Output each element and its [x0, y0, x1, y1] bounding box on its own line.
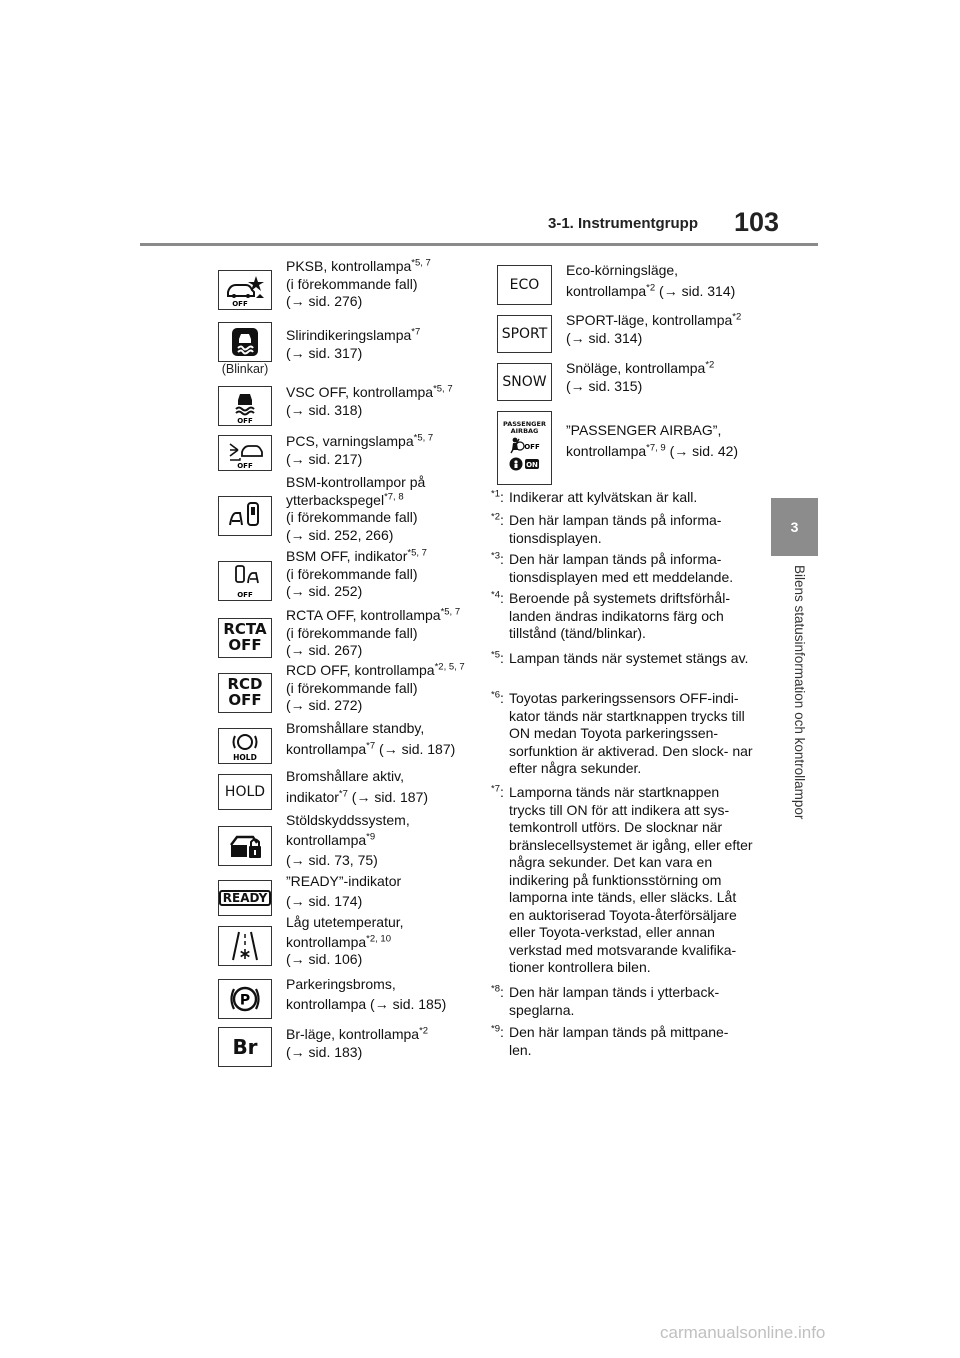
- parking-brake-description: Parkeringsbroms, kontrollampa (→ sid. 185): [286, 976, 447, 1012]
- low-temperature-icon: [218, 926, 272, 966]
- pcs-warning-icon: [218, 435, 272, 471]
- footnote-7: $^{*7}$: Lamporna tänds när startknappen trycks till ON för att indikera att sys- temkontroll utförs. De slocknar när bränslecellsystemet är igång, eller efter några sekunder. Det kan vara en indikering på funktionsstörning om lamporna inte tänds, eller släcks. Låt en auktoriserad Toyota-återförsäljare eller Toyota-verkstad, eller annan verkstad med motsvarande kvalifika- tioner kontrollera bilen.: [491, 783, 753, 975]
- section-title: 3-1. Instrumentgrupp: [548, 215, 699, 232]
- rcta-off-description: RCTA OFF, kontrollampa$^{*5, 7}$ (i förekommande fall) (→ sid. 267): [286, 606, 461, 658]
- parking-brake-icon: [218, 979, 272, 1019]
- rcd-off-description: RCD OFF, kontrollampa$^{*2, 5, 7}$ (i förekommande fall) (→ sid. 272): [286, 661, 465, 713]
- pksb-off-icon: [218, 270, 272, 310]
- eco-mode-icon: ECO: [497, 265, 552, 305]
- bsm-off-icon: [218, 561, 272, 601]
- ready-indicator-icon: [218, 880, 272, 916]
- bsm-mirror-icon: [218, 496, 272, 536]
- chapter-title: Bilens statusinformation och kontrollampor: [792, 565, 807, 820]
- brake-hold-standby-icon: [218, 728, 272, 764]
- vsc-off-description: VSC OFF, kontrollampa$^{*5, 7}$ (→ sid. 318): [286, 383, 453, 418]
- svg-text:HOLD: HOLD: [233, 753, 257, 762]
- svg-text:OFF: OFF: [237, 591, 253, 599]
- br-mode-description: Br-läge, kontrollampa$^{*2}$ (→ sid. 183): [286, 1025, 429, 1060]
- ready-frame: READY: [219, 890, 272, 907]
- hold-standby-description: Bromshållare standby, kontrollampa$^{*7}$ (→ sid. 187): [286, 720, 456, 757]
- svg-text:OFF: OFF: [237, 462, 253, 470]
- security-description: Stöldskyddssystem, kontrollampa$^{*9}$ (→ sid. 73, 75): [286, 812, 410, 868]
- security-system-icon: [218, 826, 272, 866]
- passenger-airbag-icon: PASSENGER AIRBAG OFF ON: [497, 411, 552, 485]
- hold-active-description: Bromshållare aktiv, indikator$^{*7}$ (→ sid. 187): [286, 768, 429, 805]
- footnote-4: $^{*4}$: Beroende på systemets driftsförhål- landen ändras indikatorns färg och tillstånd (tänd/blinkar).: [491, 589, 730, 641]
- slip-indicator-icon: [218, 322, 272, 362]
- sport-mode-icon: SPORT: [497, 315, 552, 353]
- pksb-description: PKSB, kontrollampa$^{*5, 7}$ (i förekommande fall) (→ sid. 276): [286, 257, 431, 309]
- slip-description: Slirindikeringslampa$^{*7}$ (→ sid. 317): [286, 326, 421, 361]
- svg-text:OFF: OFF: [237, 417, 253, 424]
- pcs-description: PCS, varningslampa$^{*5, 7}$ (→ sid. 217): [286, 432, 434, 467]
- blink-caption: (Blinkar): [221, 362, 269, 376]
- bsm-off-description: BSM OFF, indikator$^{*5, 7}$ (i förekommande fall) (→ sid. 252): [286, 547, 427, 599]
- snow-mode-icon: SNOW: [497, 363, 552, 401]
- svg-text:ON: ON: [525, 460, 538, 469]
- rcd-off-icon: RCD OFF: [218, 673, 272, 713]
- page-number: 103: [734, 207, 780, 237]
- bsm-description: BSM-kontrollampor på ytterbackspegel$^{*7, 8}$ (i förekommande fall) (→ sid. 252, 266): [286, 474, 426, 543]
- vsc-off-icon: [218, 386, 272, 426]
- svg-text:OFF: OFF: [523, 442, 540, 451]
- svg-text:P: P: [239, 992, 251, 1009]
- chapter-tab[interactable]: 3: [771, 498, 818, 556]
- footnote-8: $^{*8}$: Den här lampan tänds i ytterback- speglarna.: [491, 983, 720, 1018]
- airbag-description: ”PASSENGER AIRBAG”, kontrollampa$^{*7, 9}$ (→ sid. 42): [566, 422, 739, 459]
- footnote-1: $^{*1}$: Indikerar att kylvätskan är kall.: [491, 488, 698, 505]
- watermark: carmanualsonline.info: [660, 1323, 826, 1342]
- rcta-off-icon: RCTA OFF: [218, 618, 272, 658]
- footnote-3: $^{*3}$: Den här lampan tänds på informa- tionsdisplayen med ett meddelande.: [491, 550, 734, 585]
- footnote-5: $^{*5}$: Lampan tänds när systemet stängs av.: [491, 649, 749, 666]
- brake-hold-active-icon: HOLD: [218, 774, 272, 810]
- br-mode-icon: Br: [218, 1027, 272, 1067]
- eco-description: Eco-körningsläge, kontrollampa$^{*2}$ (→ sid. 314): [566, 262, 736, 299]
- snow-description: Snöläge, kontrollampa$^{*2}$ (→ sid. 315): [566, 359, 715, 394]
- footnote-9: $^{*9}$: Den här lampan tänds på mittpane- len.: [491, 1023, 729, 1058]
- header-rule: [140, 243, 818, 246]
- sport-description: SPORT-läge, kontrollampa$^{*2}$ (→ sid. 314): [566, 311, 742, 346]
- footnote-6: $^{*6}$: Toyotas parkeringssensors OFF-indi- kator tänds när startknappen trycks till ON medan Toyota parkeringssen- sorfunktion är aktiverad. Den slock- nar efter några sekunder.: [491, 689, 753, 776]
- pksb-off-text: OFF: [232, 300, 248, 308]
- footnote-2: $^{*2}$: Den här lampan tänds på informa- tionsdisplayen.: [491, 511, 722, 546]
- low-temp-description: Låg utetemperatur, kontrollampa$^{*2, 10}$ (→ sid. 106): [286, 914, 404, 967]
- ready-description: ”READY”-indikator (→ sid. 174): [286, 873, 402, 909]
